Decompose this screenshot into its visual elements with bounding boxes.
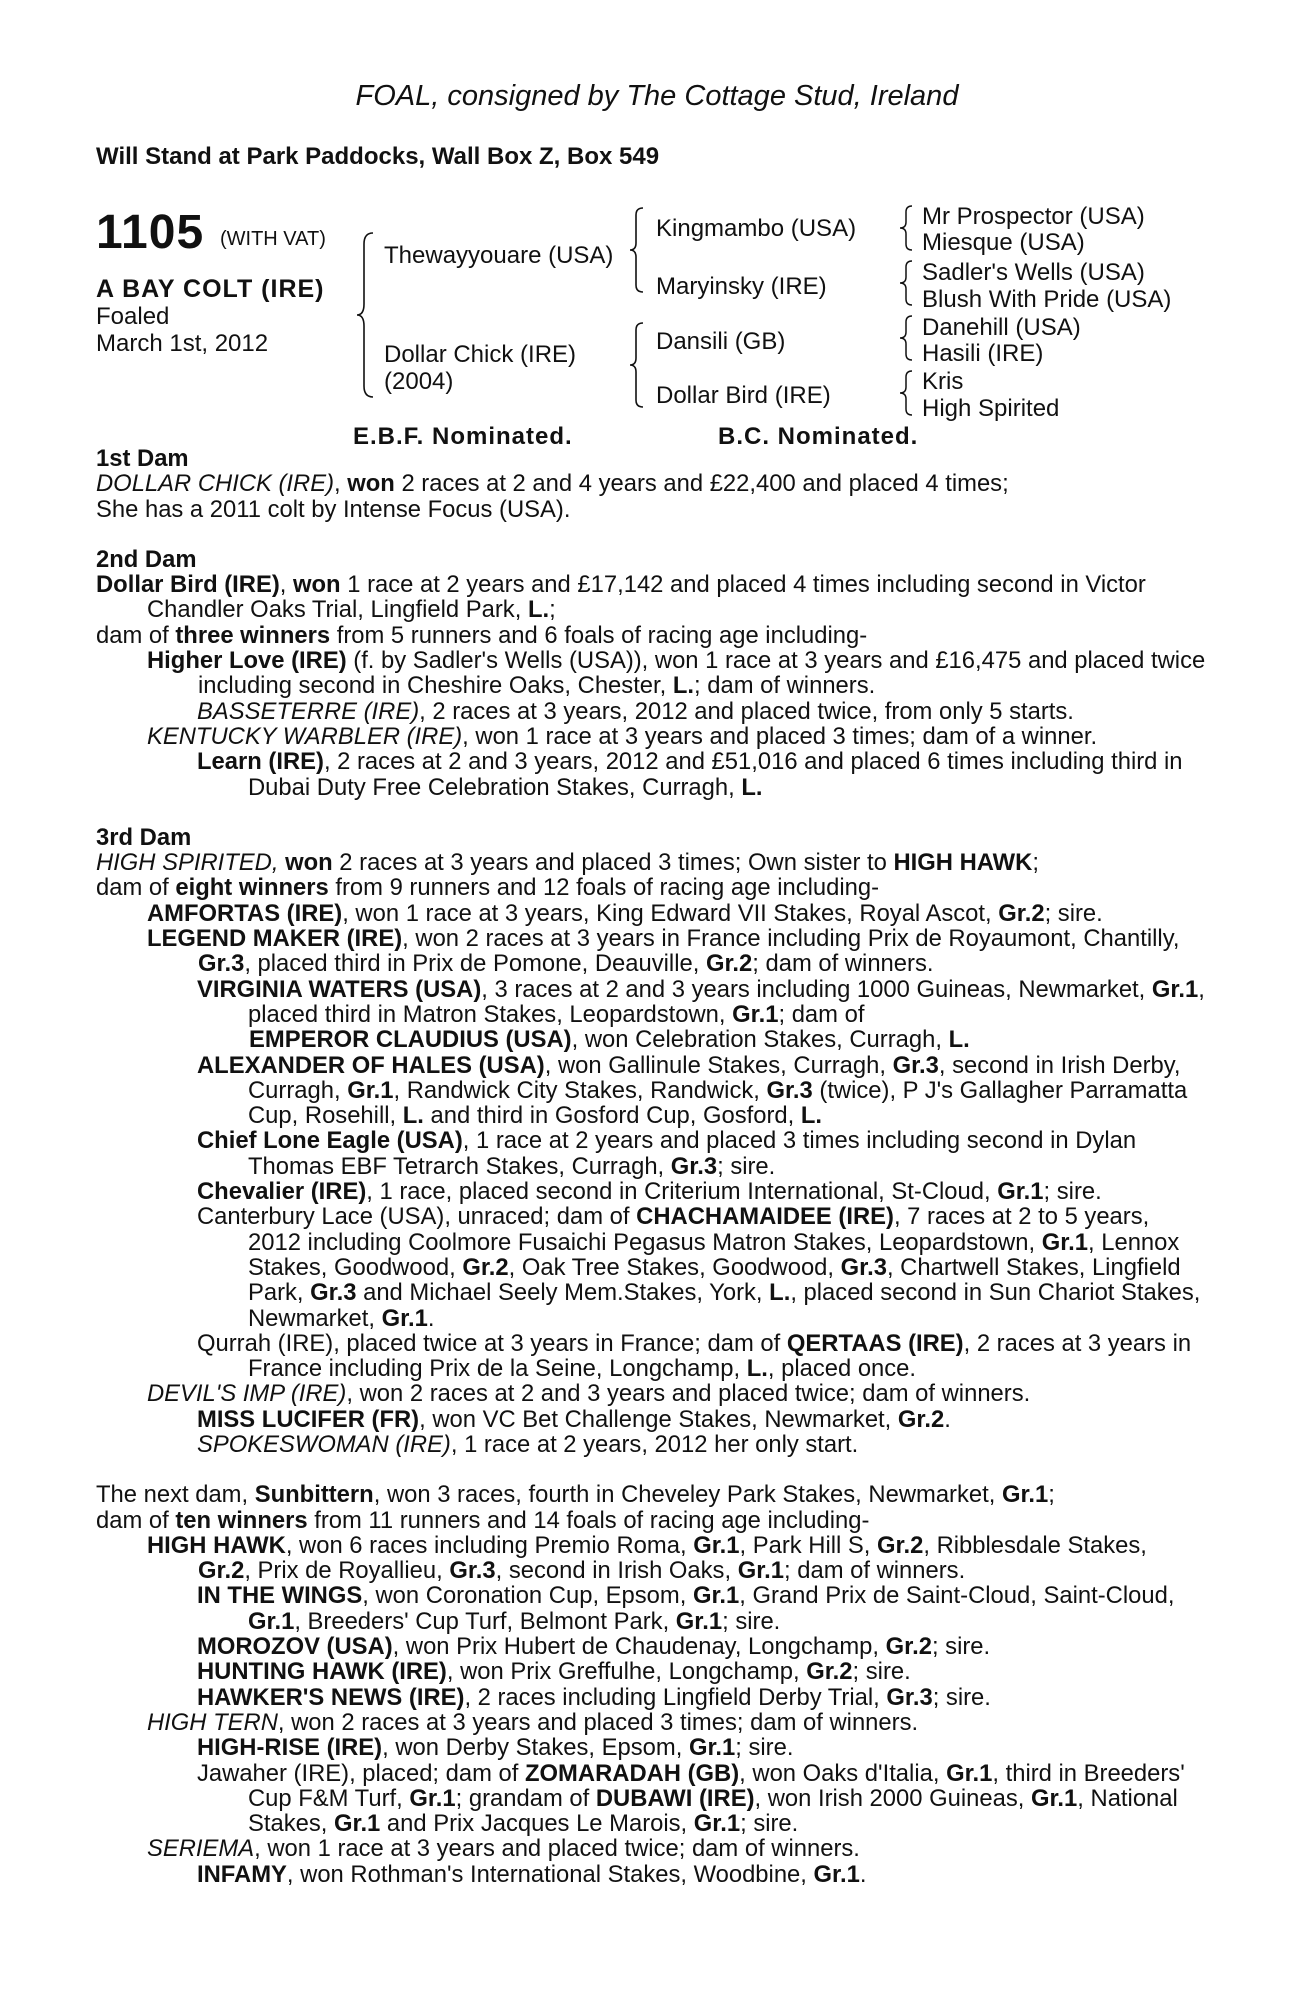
pedigree-ddd: High Spirited xyxy=(922,395,1060,422)
third-dam-record: HIGH SPIRITED, won 2 races at 3 years and placed 3 times; Own sister to HIGH HAWK; xyxy=(96,849,1039,877)
pedigree-sdd: Blush With Pride (USA) xyxy=(922,286,1172,313)
second-dam-name: Dollar Bird (IRE) xyxy=(96,571,280,599)
entry-hunting-hawk: HUNTING HAWK (IRE), won Prix Greffulhe, Longchamp, Gr.2; sire. xyxy=(197,1658,911,1686)
first-dam-heading: 1st Dam xyxy=(96,445,189,472)
pedigree-brace-sd xyxy=(898,258,916,308)
entry-emperor-claudius: EMPEROR CLAUDIUS (USA), won Celebration Stakes, Curragh, L. xyxy=(249,1026,970,1054)
pedigree-sire-sire: Kingmambo (USA) xyxy=(656,215,857,242)
entry-jawaher: Jawaher (IRE), placed; dam of ZOMARADAH (GB), won Oaks d'Italia, Gr.1, third in Breeders' Cup F&M Turf, Gr.1; grandam of DUBAWI (IRE), won Irish 2000 Guineas, Gr.1, National Stakes, Gr.1 and Prix Jacques Le Marois, Gr.1; sire. xyxy=(197,1759,1185,1838)
pedigree-dam: Dollar Chick (IRE) xyxy=(384,341,577,368)
third-dam-produce: dam of eight winners from 9 runners and 12 foals of racing age including- xyxy=(96,874,880,902)
first-dam-produce: She has a 2011 colt by Intense Focus (USA). xyxy=(96,495,571,523)
entry-high-rise: HIGH-RISE (IRE), won Derby Stakes, Epsom, Gr.1; sire. xyxy=(197,1734,794,1762)
entry-in-the-wings: IN THE WINGS, won Coronation Cup, Epsom, Gr.1, Grand Prix de Saint-Cloud, Saint-Cloud, Gr.1, Breeders' Cup Turf, Belmont Park, Gr.1; sire. xyxy=(197,1582,1175,1635)
stand-location: Will Stand at Park Paddocks, Wall Box Z, Box 549 xyxy=(96,143,660,170)
entry-devils-imp: DEVIL'S IMP (IRE), won 2 races at 2 and 3 years and placed twice; dam of winners. xyxy=(147,1380,1031,1408)
entry-high-tern: HIGH TERN, won 2 races at 3 years and placed 3 times; dam of winners. xyxy=(147,1708,919,1736)
second-dam-produce: dam of three winners from 5 runners and 6 foals of racing age including- xyxy=(96,621,868,649)
next-dam-produce: dam of ten winners from 11 runners and 14 foals of racing age including- xyxy=(96,1506,870,1534)
pedigree-dsd: Hasili (IRE) xyxy=(922,340,1044,367)
entry-canterbury-lace: Canterbury Lace (USA), unraced; dam of CHACHAMAIDEE (IRE), 7 races at 2 to 5 years, 2012 including Coolmore Fusaichi Pegasus Matron Stakes, Leopardstown, Gr.1, Lennox Stakes, Goodwood, Gr.2, Oak Tree Stakes, Goodwood, Gr.3, Chartwell Stakes, Lingfield Park, Gr.3 and Michael Seely Mem.Stakes, York, L., placed second in Sun Chariot Stakes, Newmarket, Gr.1. xyxy=(197,1203,1201,1332)
entry-qurrah: Qurrah (IRE), placed twice at 3 years in France; dam of QERTAAS (IRE), 2 races at 3 years in France including Prix de la Seine, Longchamp, L., placed once. xyxy=(197,1329,1192,1383)
lot-description: A BAY COLT (IRE) xyxy=(96,275,325,303)
entry-morozov: MOROZOV (USA), won Prix Hubert de Chaudenay, Longchamp, Gr.2; sire. xyxy=(197,1633,991,1661)
catalogue-text xyxy=(96,446,1206,1887)
pedigree-dam-dam: Dollar Bird (IRE) xyxy=(656,382,831,409)
pedigree-brace-main xyxy=(355,230,379,400)
first-dam-name: DOLLAR CHICK (IRE) xyxy=(96,470,335,498)
entry-hawkers-news: HAWKER'S NEWS (IRE), 2 races including Lingfield Derby Trial, Gr.3; sire. xyxy=(197,1683,991,1711)
entry-higher-love: Higher Love (IRE) (f. by Sadler's Wells (USA)), won 1 race at 3 years and £16,475 and placed twice including second in Cheshire Oaks, Chester, L.; dam of winners. xyxy=(147,647,1206,700)
entry-miss-lucifer: MISS LUCIFER (FR), won VC Bet Challenge Stakes, Newmarket, Gr.2. xyxy=(197,1405,951,1433)
entry-legend-maker: LEGEND MAKER (IRE), won 2 races at 3 years in France including Prix de Royaumont, Chantilly, Gr.3, placed third in Prix de Pomone, Deauville, Gr.2; dam of winners. xyxy=(147,925,1180,978)
pedigree-brace-dam xyxy=(628,320,648,410)
pedigree-dss: Danehill (USA) xyxy=(922,314,1081,341)
ebf-nomination: E.B.F. Nominated. xyxy=(353,423,573,450)
second-dam-heading: 2nd Dam xyxy=(96,545,197,573)
pedigree-dds: Kris xyxy=(922,368,964,395)
second-dam-record: Dollar Bird (IRE), won 1 race at 2 years and £17,142 and placed 4 times including second in Victor Chandler Oaks Trial, Lingfield Park, L.; xyxy=(96,571,1146,624)
consignor-line: FOAL, consigned by The Cottage Stud, Ireland xyxy=(355,80,959,112)
entry-spokeswoman: SPOKESWOMAN (IRE), 1 race at 2 years, 2012 her only start. xyxy=(197,1430,859,1458)
entry-alexander-of-hales: ALEXANDER OF HALES (USA), won Gallinule Stakes, Curragh, Gr.3, second in Irish Derby, Curragh, Gr.1, Randwick City Stakes, Randwick, Gr.3 (twice), P J's Gallagher Parramatta Cup, Rosehill, L. and third in Gosford Cup, Gosford, L. xyxy=(197,1051,1188,1130)
pedigree-sss: Mr Prospector (USA) xyxy=(922,203,1145,230)
entry-chief-lone-eagle: Chief Lone Eagle (USA), 1 race at 2 years and placed 3 times including second in Dylan Thomas EBF Tetrarch Stakes, Curragh, Gr.3; sire. xyxy=(197,1127,1137,1180)
entry-learn: Learn (IRE), 2 races at 2 and 3 years, 2012 and £51,016 and placed 6 times including third in Dubai Duty Free Celebration Stakes, Curragh, L. xyxy=(197,748,1183,801)
pedigree-sds: Sadler's Wells (USA) xyxy=(922,259,1145,286)
lot-number: 1105 xyxy=(96,206,205,259)
pedigree-dam-sire: Dansili (GB) xyxy=(656,328,786,355)
pedigree-brace-sire xyxy=(628,205,648,295)
next-dam-record: The next dam, Sunbittern, won 3 races, fourth in Cheveley Park Stakes, Newmarket, Gr.1; xyxy=(96,1481,1055,1509)
pedigree-brace-ds xyxy=(898,313,916,363)
first-dam-record: DOLLAR CHICK (IRE), won 2 races at 2 and 4 years and £22,400 and placed 4 times; xyxy=(96,470,1009,498)
entry-amfortas: AMFORTAS (IRE), won 1 race at 3 years, King Edward VII Stakes, Royal Ascot, Gr.2; sire. xyxy=(147,899,1103,927)
foaled-date: March 1st, 2012 xyxy=(96,330,269,357)
entry-chevalier: Chevalier (IRE), 1 race, placed second in Criterium International, St-Cloud, Gr.1; sire. xyxy=(197,1178,1102,1206)
entry-kentucky-warbler: KENTUCKY WARBLER (IRE), won 1 race at 3 years and placed 3 times; dam of a winner. xyxy=(147,722,1098,750)
bc-nomination: B.C. Nominated. xyxy=(718,423,919,450)
entry-basseterre: BASSETERRE (IRE), 2 races at 3 years, 2012 and placed twice, from only 5 starts. xyxy=(197,697,1074,725)
pedigree-dam-year: (2004) xyxy=(384,368,454,395)
pedigree-brace-dd xyxy=(898,368,916,418)
entry-high-hawk: HIGH HAWK, won 6 races including Premio Roma, Gr.1, Park Hill S, Gr.2, Ribblesdale Stakes, Gr.2, Prix de Royallieu, Gr.3, second in Irish Oaks, Gr.1; dam of winners. xyxy=(147,1531,1147,1585)
pedigree-brace-ss xyxy=(898,203,916,253)
entry-virginia-waters: VIRGINIA WATERS (USA), 3 races at 2 and 3 years including 1000 Guineas, Newmarket, Gr.1, placed third in Matron Stakes, Leopardstown, Gr.1; dam of xyxy=(197,975,1205,1028)
entry-infamy: INFAMY, won Rothman's International Stakes, Woodbine, Gr.1. xyxy=(197,1860,867,1888)
foaled-label: Foaled xyxy=(96,303,170,330)
entry-seriema: SERIEMA, won 1 race at 3 years and placed twice; dam of winners. xyxy=(147,1835,860,1863)
vat-note: (WITH VAT) xyxy=(220,228,326,250)
pedigree-sire: Thewayyouare (USA) xyxy=(384,242,614,269)
pedigree-ssd: Miesque (USA) xyxy=(922,229,1085,256)
pedigree-sire-dam: Maryinsky (IRE) xyxy=(656,273,827,300)
third-dam-heading: 3rd Dam xyxy=(96,823,192,851)
